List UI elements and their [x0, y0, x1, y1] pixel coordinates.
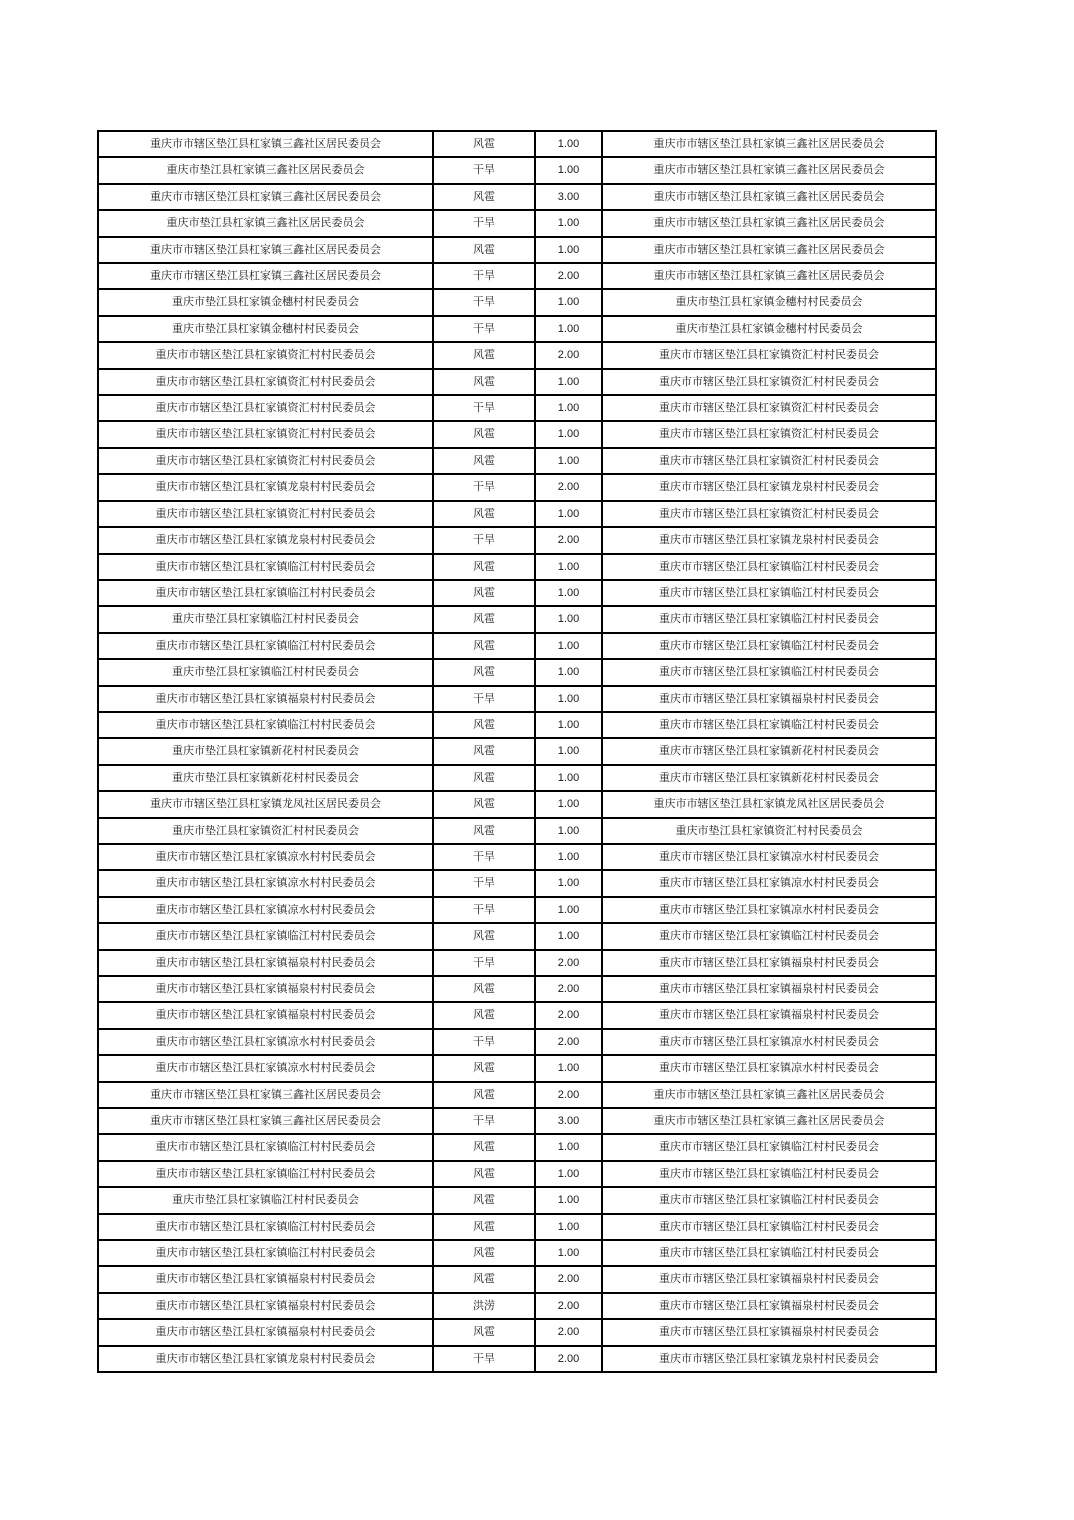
- org-name-confirm-cell: 重庆市市辖区垫江县杠家镇临江村村民委员会: [602, 1187, 936, 1213]
- disaster-type-cell: 风雹: [433, 554, 535, 580]
- org-name-cell: 重庆市垫江县杠家镇新花村村民委员会: [98, 738, 433, 764]
- disaster-type-cell: 风雹: [433, 633, 535, 659]
- count-cell: 1.00: [535, 923, 602, 949]
- table-row: [98, 554, 936, 580]
- table-row: [98, 1134, 936, 1160]
- count-cell: 2.00: [535, 1346, 602, 1372]
- org-name-confirm-cell: 重庆市市辖区垫江县杠家镇福泉村村民委员会: [602, 950, 936, 976]
- org-name-confirm-cell: 重庆市市辖区垫江县杠家镇三鑫社区居民委员会: [602, 1108, 936, 1134]
- count-cell: 1.00: [535, 395, 602, 421]
- table-row: [98, 738, 936, 764]
- count-cell: 2.00: [535, 342, 602, 368]
- table-row: [98, 210, 936, 236]
- org-name-cell: 重庆市市辖区垫江县杠家镇凉水村村民委员会: [98, 897, 433, 923]
- count-cell: 2.00: [535, 950, 602, 976]
- disaster-type-cell: 干旱: [433, 950, 535, 976]
- org-name-cell: 重庆市市辖区垫江县杠家镇三鑫社区居民委员会: [98, 184, 433, 210]
- disaster-type-cell: 干旱: [433, 1029, 535, 1055]
- table-row: [98, 1029, 936, 1055]
- table-row: [98, 1082, 936, 1108]
- table-row: [98, 527, 936, 553]
- org-name-cell: 重庆市垫江县杠家镇临江村村民委员会: [98, 1187, 433, 1213]
- table-row: [98, 1293, 936, 1319]
- org-name-confirm-cell: 重庆市市辖区垫江县杠家镇福泉村村民委员会: [602, 1293, 936, 1319]
- org-name-cell: 重庆市市辖区垫江县杠家镇资汇村村民委员会: [98, 448, 433, 474]
- org-name-confirm-cell: 重庆市市辖区垫江县杠家镇福泉村村民委员会: [602, 1319, 936, 1345]
- disaster-type-cell: 风雹: [433, 1187, 535, 1213]
- count-cell: 2.00: [535, 976, 602, 1002]
- count-cell: 1.00: [535, 1240, 602, 1266]
- count-cell: 1.00: [535, 369, 602, 395]
- org-name-confirm-cell: 重庆市市辖区垫江县杠家镇三鑫社区居民委员会: [602, 263, 936, 289]
- table-row: [98, 1240, 936, 1266]
- org-name-cell: 重庆市垫江县杠家镇三鑫社区居民委员会: [98, 157, 433, 183]
- disaster-type-cell: 洪涝: [433, 1293, 535, 1319]
- table-row: [98, 633, 936, 659]
- table-row: [98, 580, 936, 606]
- disaster-type-cell: 风雹: [433, 184, 535, 210]
- disaster-type-cell: 干旱: [433, 210, 535, 236]
- disaster-records-table: [97, 130, 937, 1373]
- org-name-cell: 重庆市市辖区垫江县杠家镇福泉村村民委员会: [98, 950, 433, 976]
- org-name-confirm-cell: 重庆市市辖区垫江县杠家镇临江村村民委员会: [602, 1240, 936, 1266]
- disaster-type-cell: 风雹: [433, 1214, 535, 1240]
- disaster-type-cell: 风雹: [433, 1319, 535, 1345]
- org-name-confirm-cell: 重庆市市辖区垫江县杠家镇资汇村村民委员会: [602, 369, 936, 395]
- disaster-type-cell: 风雹: [433, 342, 535, 368]
- disaster-type-cell: 风雹: [433, 791, 535, 817]
- disaster-type-cell: 风雹: [433, 1161, 535, 1187]
- org-name-cell: 重庆市垫江县杠家镇资汇村村民委员会: [98, 818, 433, 844]
- org-name-confirm-cell: 重庆市市辖区垫江县杠家镇新花村村民委员会: [602, 765, 936, 791]
- org-name-confirm-cell: 重庆市市辖区垫江县杠家镇资汇村村民委员会: [602, 448, 936, 474]
- org-name-cell: 重庆市市辖区垫江县杠家镇龙凤社区居民委员会: [98, 791, 433, 817]
- count-cell: 1.00: [535, 1187, 602, 1213]
- count-cell: 1.00: [535, 791, 602, 817]
- org-name-cell: 重庆市市辖区垫江县杠家镇临江村村民委员会: [98, 633, 433, 659]
- disaster-type-cell: 风雹: [433, 501, 535, 527]
- org-name-confirm-cell: 重庆市市辖区垫江县杠家镇龙泉村村民委员会: [602, 474, 936, 500]
- org-name-confirm-cell: 重庆市市辖区垫江县杠家镇凉水村村民委员会: [602, 844, 936, 870]
- table-row: [98, 448, 936, 474]
- table-row: [98, 659, 936, 685]
- disaster-type-cell: 干旱: [433, 686, 535, 712]
- disaster-type-cell: 风雹: [433, 131, 535, 157]
- table-row: [98, 1108, 936, 1134]
- org-name-confirm-cell: 重庆市市辖区垫江县杠家镇新花村村民委员会: [602, 738, 936, 764]
- org-name-cell: 重庆市市辖区垫江县杠家镇三鑫社区居民委员会: [98, 1082, 433, 1108]
- org-name-confirm-cell: 重庆市市辖区垫江县杠家镇福泉村村民委员会: [602, 1002, 936, 1028]
- org-name-confirm-cell: 重庆市市辖区垫江县杠家镇福泉村村民委员会: [602, 686, 936, 712]
- org-name-confirm-cell: 重庆市市辖区垫江县杠家镇资汇村村民委员会: [602, 421, 936, 447]
- org-name-confirm-cell: 重庆市市辖区垫江县杠家镇临江村村民委员会: [602, 606, 936, 632]
- org-name-confirm-cell: 重庆市市辖区垫江县杠家镇龙泉村村民委员会: [602, 527, 936, 553]
- org-name-confirm-cell: 重庆市垫江县杠家镇资汇村村民委员会: [602, 818, 936, 844]
- count-cell: 1.00: [535, 633, 602, 659]
- org-name-cell: 重庆市市辖区垫江县杠家镇福泉村村民委员会: [98, 1002, 433, 1028]
- disaster-type-cell: 干旱: [433, 289, 535, 315]
- org-name-confirm-cell: 重庆市市辖区垫江县杠家镇龙凤社区居民委员会: [602, 791, 936, 817]
- org-name-cell: 重庆市市辖区垫江县杠家镇龙泉村村民委员会: [98, 527, 433, 553]
- count-cell: 1.00: [535, 606, 602, 632]
- disaster-type-cell: 干旱: [433, 897, 535, 923]
- table-row: [98, 1055, 936, 1081]
- disaster-type-cell: 风雹: [433, 976, 535, 1002]
- count-cell: 2.00: [535, 1293, 602, 1319]
- disaster-type-cell: 风雹: [433, 237, 535, 263]
- table-row: [98, 342, 936, 368]
- count-cell: 2.00: [535, 1266, 602, 1292]
- org-name-cell: 重庆市市辖区垫江县杠家镇三鑫社区居民委员会: [98, 131, 433, 157]
- table-row: [98, 1161, 936, 1187]
- count-cell: 1.00: [535, 316, 602, 342]
- table-row: [98, 1002, 936, 1028]
- disaster-type-cell: 风雹: [433, 1055, 535, 1081]
- table-row: [98, 897, 936, 923]
- count-cell: 1.00: [535, 580, 602, 606]
- org-name-confirm-cell: 重庆市市辖区垫江县杠家镇福泉村村民委员会: [602, 976, 936, 1002]
- count-cell: 1.00: [535, 765, 602, 791]
- table-row: [98, 712, 936, 738]
- disaster-type-cell: 风雹: [433, 606, 535, 632]
- org-name-cell: 重庆市市辖区垫江县杠家镇临江村村民委员会: [98, 1161, 433, 1187]
- disaster-type-cell: 风雹: [433, 421, 535, 447]
- org-name-cell: 重庆市市辖区垫江县杠家镇临江村村民委员会: [98, 1240, 433, 1266]
- table-row: [98, 237, 936, 263]
- table-row: [98, 606, 936, 632]
- org-name-confirm-cell: 重庆市市辖区垫江县杠家镇资汇村村民委员会: [602, 501, 936, 527]
- disaster-type-cell: 干旱: [433, 844, 535, 870]
- disaster-type-cell: 风雹: [433, 765, 535, 791]
- disaster-type-cell: 风雹: [433, 659, 535, 685]
- disaster-type-cell: 风雹: [433, 1082, 535, 1108]
- table-row: [98, 1266, 936, 1292]
- org-name-confirm-cell: 重庆市市辖区垫江县杠家镇临江村村民委员会: [602, 923, 936, 949]
- org-name-cell: 重庆市市辖区垫江县杠家镇福泉村村民委员会: [98, 1293, 433, 1319]
- count-cell: 2.00: [535, 1029, 602, 1055]
- org-name-cell: 重庆市市辖区垫江县杠家镇龙泉村村民委员会: [98, 474, 433, 500]
- table-row: [98, 870, 936, 896]
- disaster-type-cell: 干旱: [433, 157, 535, 183]
- disaster-type-cell: 干旱: [433, 474, 535, 500]
- org-name-confirm-cell: 重庆市市辖区垫江县杠家镇临江村村民委员会: [602, 580, 936, 606]
- count-cell: 2.00: [535, 1319, 602, 1345]
- org-name-cell: 重庆市市辖区垫江县杠家镇福泉村村民委员会: [98, 686, 433, 712]
- count-cell: 1.00: [535, 237, 602, 263]
- org-name-confirm-cell: 重庆市市辖区垫江县杠家镇临江村村民委员会: [602, 554, 936, 580]
- count-cell: 2.00: [535, 474, 602, 500]
- count-cell: 1.00: [535, 1161, 602, 1187]
- org-name-confirm-cell: 重庆市市辖区垫江县杠家镇临江村村民委员会: [602, 1134, 936, 1160]
- org-name-confirm-cell: 重庆市市辖区垫江县杠家镇凉水村村民委员会: [602, 870, 936, 896]
- disaster-type-cell: 风雹: [433, 738, 535, 764]
- disaster-type-cell: 干旱: [433, 527, 535, 553]
- org-name-confirm-cell: 重庆市市辖区垫江县杠家镇临江村村民委员会: [602, 712, 936, 738]
- count-cell: 1.00: [535, 738, 602, 764]
- org-name-cell: 重庆市市辖区垫江县杠家镇临江村村民委员会: [98, 923, 433, 949]
- org-name-confirm-cell: 重庆市市辖区垫江县杠家镇临江村村民委员会: [602, 1161, 936, 1187]
- table-row: [98, 289, 936, 315]
- org-name-confirm-cell: 重庆市市辖区垫江县杠家镇三鑫社区居民委员会: [602, 1082, 936, 1108]
- org-name-cell: 重庆市市辖区垫江县杠家镇凉水村村民委员会: [98, 844, 433, 870]
- count-cell: 1.00: [535, 1055, 602, 1081]
- count-cell: 2.00: [535, 527, 602, 553]
- org-name-cell: 重庆市市辖区垫江县杠家镇资汇村村民委员会: [98, 395, 433, 421]
- table-row: [98, 844, 936, 870]
- org-name-cell: 重庆市垫江县杠家镇金穗村村民委员会: [98, 289, 433, 315]
- org-name-cell: 重庆市垫江县杠家镇新花村村民委员会: [98, 765, 433, 791]
- table-row: [98, 501, 936, 527]
- org-name-cell: 重庆市市辖区垫江县杠家镇资汇村村民委员会: [98, 342, 433, 368]
- org-name-cell: 重庆市市辖区垫江县杠家镇福泉村村民委员会: [98, 976, 433, 1002]
- disaster-type-cell: 风雹: [433, 1134, 535, 1160]
- disaster-type-cell: 风雹: [433, 712, 535, 738]
- disaster-type-cell: 风雹: [433, 580, 535, 606]
- table-row: [98, 1319, 936, 1345]
- org-name-confirm-cell: 重庆市市辖区垫江县杠家镇三鑫社区居民委员会: [602, 184, 936, 210]
- count-cell: 2.00: [535, 263, 602, 289]
- disaster-type-cell: 风雹: [433, 1240, 535, 1266]
- org-name-confirm-cell: 重庆市市辖区垫江县杠家镇三鑫社区居民委员会: [602, 210, 936, 236]
- org-name-cell: 重庆市垫江县杠家镇临江村村民委员会: [98, 659, 433, 685]
- table-row: [98, 950, 936, 976]
- org-name-cell: 重庆市市辖区垫江县杠家镇龙泉村村民委员会: [98, 1346, 433, 1372]
- org-name-cell: 重庆市市辖区垫江县杠家镇福泉村村民委员会: [98, 1266, 433, 1292]
- count-cell: 1.00: [535, 210, 602, 236]
- count-cell: 1.00: [535, 1134, 602, 1160]
- org-name-cell: 重庆市市辖区垫江县杠家镇凉水村村民委员会: [98, 870, 433, 896]
- table-row: [98, 765, 936, 791]
- count-cell: 1.00: [535, 712, 602, 738]
- disaster-type-cell: 干旱: [433, 316, 535, 342]
- org-name-cell: 重庆市市辖区垫江县杠家镇资汇村村民委员会: [98, 501, 433, 527]
- table-row: [98, 157, 936, 183]
- org-name-confirm-cell: 重庆市市辖区垫江县杠家镇福泉村村民委员会: [602, 1266, 936, 1292]
- org-name-cell: 重庆市垫江县杠家镇三鑫社区居民委员会: [98, 210, 433, 236]
- table-row: [98, 1214, 936, 1240]
- count-cell: 1.00: [535, 501, 602, 527]
- table-row: [98, 316, 936, 342]
- count-cell: 1.00: [535, 131, 602, 157]
- org-name-cell: 重庆市市辖区垫江县杠家镇资汇村村民委员会: [98, 369, 433, 395]
- org-name-confirm-cell: 重庆市垫江县杠家镇金穗村村民委员会: [602, 316, 936, 342]
- count-cell: 3.00: [535, 1108, 602, 1134]
- org-name-confirm-cell: 重庆市市辖区垫江县杠家镇三鑫社区居民委员会: [602, 157, 936, 183]
- table-row: [98, 474, 936, 500]
- disaster-type-cell: 干旱: [433, 1108, 535, 1134]
- disaster-type-cell: 风雹: [433, 923, 535, 949]
- table-row: [98, 791, 936, 817]
- table-row: [98, 923, 936, 949]
- org-name-cell: 重庆市市辖区垫江县杠家镇临江村村民委员会: [98, 554, 433, 580]
- count-cell: 1.00: [535, 157, 602, 183]
- disaster-type-cell: 干旱: [433, 1346, 535, 1372]
- org-name-cell: 重庆市市辖区垫江县杠家镇临江村村民委员会: [98, 712, 433, 738]
- disaster-type-cell: 风雹: [433, 818, 535, 844]
- org-name-cell: 重庆市市辖区垫江县杠家镇三鑫社区居民委员会: [98, 237, 433, 263]
- table-body: [98, 131, 936, 1372]
- table-row: [98, 421, 936, 447]
- disaster-type-cell: 干旱: [433, 870, 535, 896]
- count-cell: 1.00: [535, 818, 602, 844]
- org-name-confirm-cell: 重庆市垫江县杠家镇金穗村村民委员会: [602, 289, 936, 315]
- table-row: [98, 369, 936, 395]
- disaster-type-cell: 干旱: [433, 263, 535, 289]
- org-name-cell: 重庆市垫江县杠家镇临江村村民委员会: [98, 606, 433, 632]
- disaster-type-cell: 风雹: [433, 369, 535, 395]
- org-name-cell: 重庆市市辖区垫江县杠家镇福泉村村民委员会: [98, 1319, 433, 1345]
- count-cell: 1.00: [535, 844, 602, 870]
- org-name-confirm-cell: 重庆市市辖区垫江县杠家镇三鑫社区居民委员会: [602, 237, 936, 263]
- org-name-cell: 重庆市市辖区垫江县杠家镇三鑫社区居民委员会: [98, 1108, 433, 1134]
- org-name-confirm-cell: 重庆市市辖区垫江县杠家镇资汇村村民委员会: [602, 342, 936, 368]
- table-row: [98, 1187, 936, 1213]
- org-name-cell: 重庆市市辖区垫江县杠家镇凉水村村民委员会: [98, 1029, 433, 1055]
- count-cell: 3.00: [535, 184, 602, 210]
- table-row: [98, 395, 936, 421]
- table-row: [98, 818, 936, 844]
- table-row: [98, 976, 936, 1002]
- count-cell: 1.00: [535, 659, 602, 685]
- table-row: [98, 263, 936, 289]
- org-name-cell: 重庆市市辖区垫江县杠家镇资汇村村民委员会: [98, 421, 433, 447]
- count-cell: 1.00: [535, 421, 602, 447]
- org-name-confirm-cell: 重庆市市辖区垫江县杠家镇三鑫社区居民委员会: [602, 131, 936, 157]
- count-cell: 1.00: [535, 897, 602, 923]
- org-name-cell: 重庆市市辖区垫江县杠家镇临江村村民委员会: [98, 580, 433, 606]
- disaster-type-cell: 风雹: [433, 448, 535, 474]
- disaster-type-cell: 风雹: [433, 1266, 535, 1292]
- count-cell: 1.00: [535, 870, 602, 896]
- org-name-cell: 重庆市市辖区垫江县杠家镇临江村村民委员会: [98, 1214, 433, 1240]
- disaster-type-cell: 干旱: [433, 395, 535, 421]
- count-cell: 1.00: [535, 686, 602, 712]
- table-row: [98, 686, 936, 712]
- org-name-confirm-cell: 重庆市市辖区垫江县杠家镇凉水村村民委员会: [602, 1029, 936, 1055]
- count-cell: 2.00: [535, 1002, 602, 1028]
- org-name-cell: 重庆市垫江县杠家镇金穗村村民委员会: [98, 316, 433, 342]
- org-name-confirm-cell: 重庆市市辖区垫江县杠家镇龙泉村村民委员会: [602, 1346, 936, 1372]
- org-name-cell: 重庆市市辖区垫江县杠家镇凉水村村民委员会: [98, 1055, 433, 1081]
- org-name-confirm-cell: 重庆市市辖区垫江县杠家镇资汇村村民委员会: [602, 395, 936, 421]
- org-name-cell: 重庆市市辖区垫江县杠家镇三鑫社区居民委员会: [98, 263, 433, 289]
- table-row: [98, 1346, 936, 1372]
- org-name-confirm-cell: 重庆市市辖区垫江县杠家镇临江村村民委员会: [602, 659, 936, 685]
- org-name-confirm-cell: 重庆市市辖区垫江县杠家镇凉水村村民委员会: [602, 897, 936, 923]
- org-name-confirm-cell: 重庆市市辖区垫江县杠家镇临江村村民委员会: [602, 1214, 936, 1240]
- count-cell: 1.00: [535, 448, 602, 474]
- table-row: [98, 131, 936, 157]
- count-cell: 1.00: [535, 554, 602, 580]
- table-row: [98, 184, 936, 210]
- count-cell: 1.00: [535, 1214, 602, 1240]
- count-cell: 2.00: [535, 1082, 602, 1108]
- disaster-type-cell: 风雹: [433, 1002, 535, 1028]
- org-name-cell: 重庆市市辖区垫江县杠家镇临江村村民委员会: [98, 1134, 433, 1160]
- org-name-confirm-cell: 重庆市市辖区垫江县杠家镇临江村村民委员会: [602, 633, 936, 659]
- count-cell: 1.00: [535, 289, 602, 315]
- org-name-confirm-cell: 重庆市市辖区垫江县杠家镇凉水村村民委员会: [602, 1055, 936, 1081]
